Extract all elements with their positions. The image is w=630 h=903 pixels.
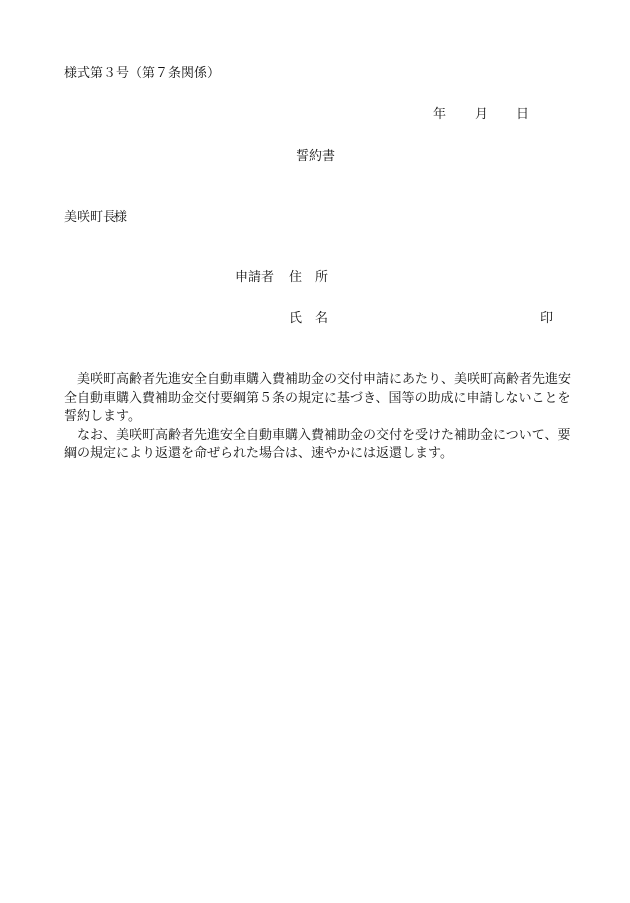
pledge-body — [64, 371, 579, 464]
date-year-label: 年 — [433, 107, 447, 122]
document-title: 誓約書 — [296, 149, 336, 164]
pledge-paragraph-2: なお、美咲町高齢者先進安全自動車購入費補助金の交付を受けた補助金について、要綱の規定により返還を命ぜられた場合は、速やかには返還します。 — [64, 427, 571, 461]
pledge-paragraph-1: 美咲町高齢者先進安全自動車購入費補助金の交付申請にあたり、美咲町高齢者先進安全自動車購入費補助金交付要綱第５条の規定に基づき、国等の助成に申請しないことを誓約します。 — [64, 372, 572, 424]
seal-mark: 印 — [540, 311, 554, 326]
address-label: 住 所 — [289, 270, 329, 285]
form-number: 様式第３号（第７条関係） — [64, 66, 221, 81]
applicant-label: 申請者 — [235, 270, 275, 285]
name-label: 氏 名 — [289, 311, 329, 326]
addressee-honorific: 様 — [114, 210, 128, 225]
date-day-label: 日 — [516, 107, 530, 122]
addressee-name: 美咲町長 — [64, 210, 117, 225]
date-month-label: 月 — [475, 107, 489, 122]
